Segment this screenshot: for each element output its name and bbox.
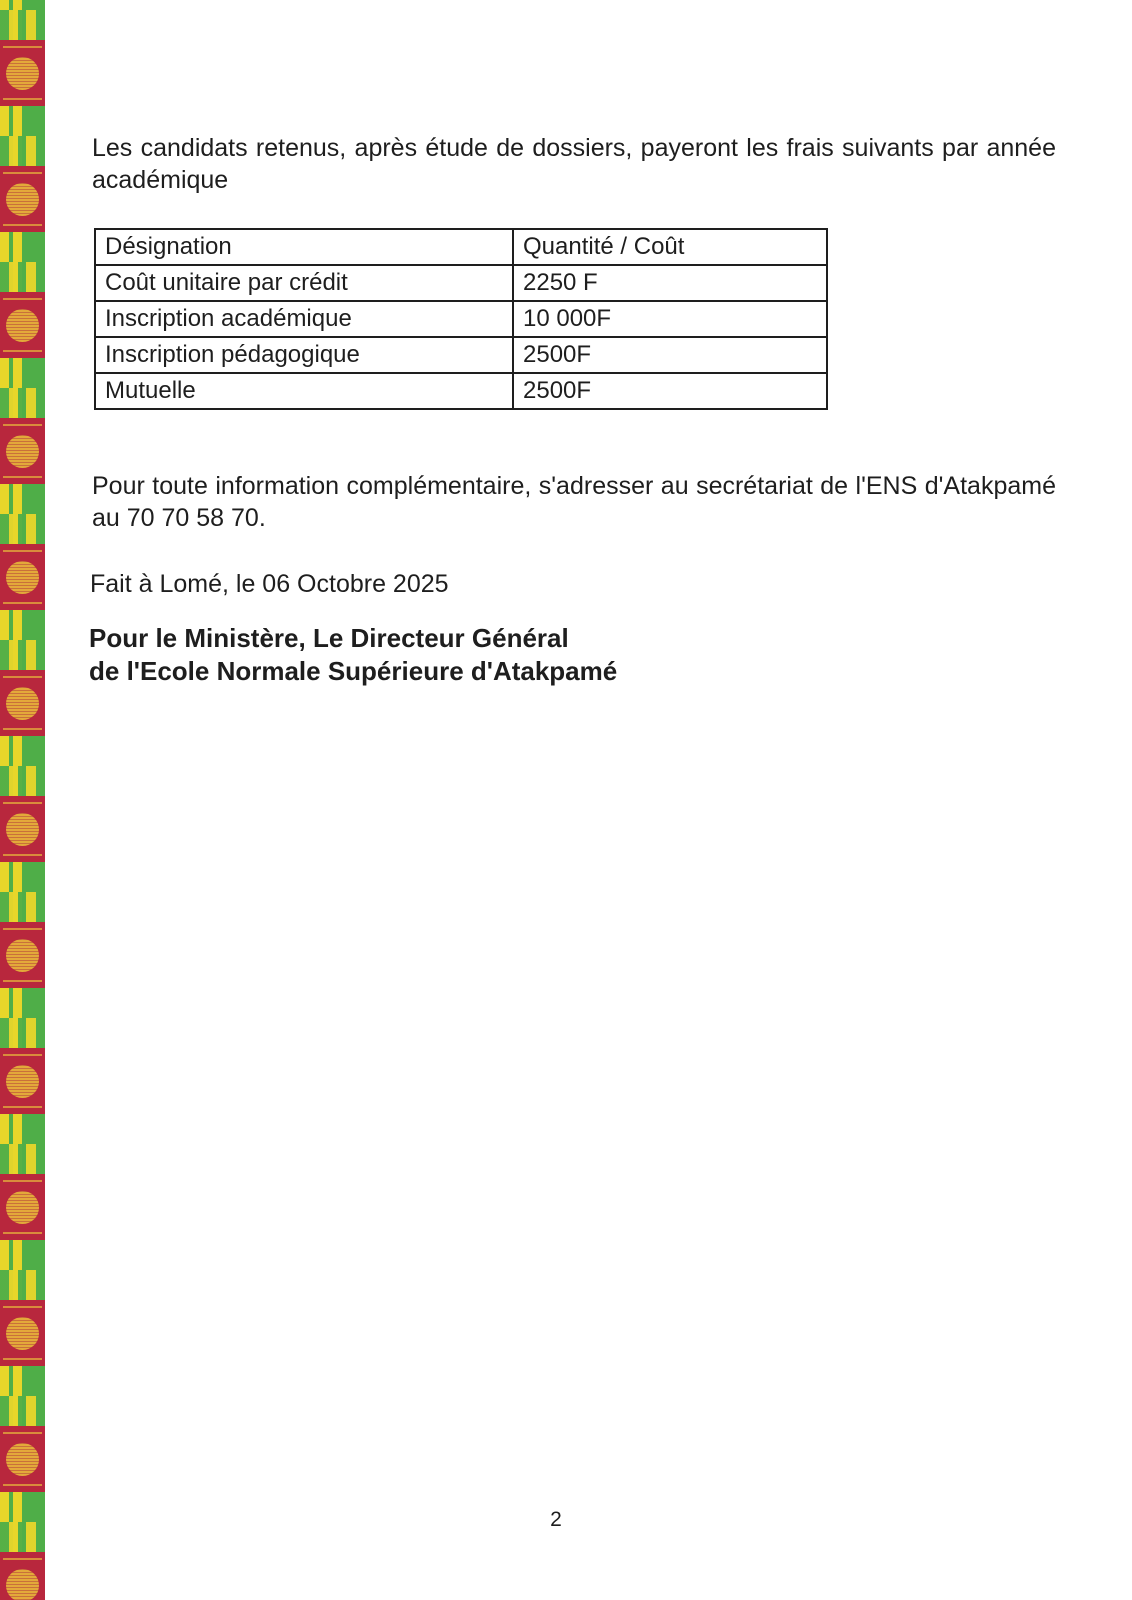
border-bar: [3, 1484, 42, 1486]
border-stripe-tile: [0, 1114, 45, 1174]
border-stripe-tile: [0, 358, 45, 418]
border-stripe-tile: [0, 1240, 45, 1300]
border-stripe-tile: [0, 0, 45, 40]
table-cell-cost: 2500F: [513, 337, 827, 373]
border-medallion-tile: [0, 670, 45, 736]
border-bar: [3, 98, 42, 100]
fees-table: [94, 228, 828, 410]
border-stripe-tile: [0, 862, 45, 922]
contact-paragraph: Pour toute information complémentaire, s'adresser au secrétariat de l'ENS d'Atakpamé au 70 70 58 70.: [92, 472, 1056, 532]
table-cell-cost: 10 000F: [513, 301, 827, 337]
intro-paragraph: Les candidats retenus, après étude de dossiers, payeront les frais suivants par année académique: [92, 134, 1056, 194]
border-bar: [3, 1232, 42, 1234]
border-medallion-tile: [0, 40, 45, 106]
table-cell-designation: Inscription pédagogique: [95, 337, 513, 373]
border-bar: [3, 802, 42, 804]
border-bar: [3, 172, 42, 174]
border-bar: [3, 928, 42, 930]
border-bar: [3, 350, 42, 352]
sun-disc-icon: [6, 1569, 39, 1600]
table-cell-cost: 2500F: [513, 373, 827, 409]
border-medallion-tile: [0, 1552, 45, 1600]
table-header-row: [95, 229, 827, 265]
border-bar: [3, 1558, 42, 1560]
border-stripe-tile: [0, 484, 45, 544]
border-bar: [3, 854, 42, 856]
border-bar: [3, 1306, 42, 1308]
signature-line-1: Pour le Ministère, Le Directeur Général: [89, 623, 569, 653]
sun-disc-icon: [6, 1443, 39, 1476]
sun-disc-icon: [6, 183, 39, 216]
border-bar: [3, 550, 42, 552]
border-bar: [3, 1180, 42, 1182]
border-bar: [3, 1358, 42, 1360]
border-bar: [3, 424, 42, 426]
decorative-side-border: [0, 0, 45, 1600]
border-stripe-tile: [0, 232, 45, 292]
border-medallion-tile: [0, 1174, 45, 1240]
border-medallion-tile: [0, 544, 45, 610]
table-cell-designation: Coût unitaire par crédit: [95, 265, 513, 301]
border-stripe-tile: [0, 1366, 45, 1426]
border-bar: [3, 476, 42, 478]
page-number: 2: [550, 1508, 562, 1531]
border-bar: [3, 1054, 42, 1056]
sun-disc-icon: [6, 939, 39, 972]
border-bar: [3, 1106, 42, 1108]
border-medallion-tile: [0, 922, 45, 988]
border-stripe-tile: [0, 106, 45, 166]
border-bar: [3, 676, 42, 678]
border-bar: [3, 728, 42, 730]
border-bar: [3, 298, 42, 300]
sun-disc-icon: [6, 435, 39, 468]
table-row: [95, 265, 827, 301]
table-row: [95, 301, 827, 337]
sun-disc-icon: [6, 1317, 39, 1350]
border-medallion-tile: [0, 1426, 45, 1492]
table-header-quantity-cost: Quantité / Coût: [513, 229, 827, 265]
border-stripe-tile: [0, 1492, 45, 1552]
table-row: [95, 373, 827, 409]
sun-disc-icon: [6, 687, 39, 720]
border-medallion-tile: [0, 166, 45, 232]
table-cell-cost: 2250 F: [513, 265, 827, 301]
table-row: [95, 337, 827, 373]
border-medallion-tile: [0, 1048, 45, 1114]
border-bar: [3, 1432, 42, 1434]
border-medallion-tile: [0, 418, 45, 484]
border-stripe-tile: [0, 736, 45, 796]
border-stripe-tile: [0, 988, 45, 1048]
border-medallion-tile: [0, 1300, 45, 1366]
border-medallion-tile: [0, 796, 45, 862]
sun-disc-icon: [6, 1191, 39, 1224]
sun-disc-icon: [6, 57, 39, 90]
table-cell-designation: Mutuelle: [95, 373, 513, 409]
sun-disc-icon: [6, 309, 39, 342]
signature-block: [89, 622, 617, 688]
border-bar: [3, 602, 42, 604]
table-cell-designation: Inscription académique: [95, 301, 513, 337]
border-bar: [3, 46, 42, 48]
border-medallion-tile: [0, 292, 45, 358]
table-header-designation: Désignation: [95, 229, 513, 265]
sun-disc-icon: [6, 561, 39, 594]
sun-disc-icon: [6, 1065, 39, 1098]
sun-disc-icon: [6, 813, 39, 846]
signature-line-2: de l'Ecole Normale Supérieure d'Atakpamé: [89, 656, 618, 686]
border-bar: [3, 224, 42, 226]
border-stripe-tile: [0, 610, 45, 670]
border-bar: [3, 980, 42, 982]
date-line: Fait à Lomé, le 06 Octobre 2025: [90, 570, 449, 598]
